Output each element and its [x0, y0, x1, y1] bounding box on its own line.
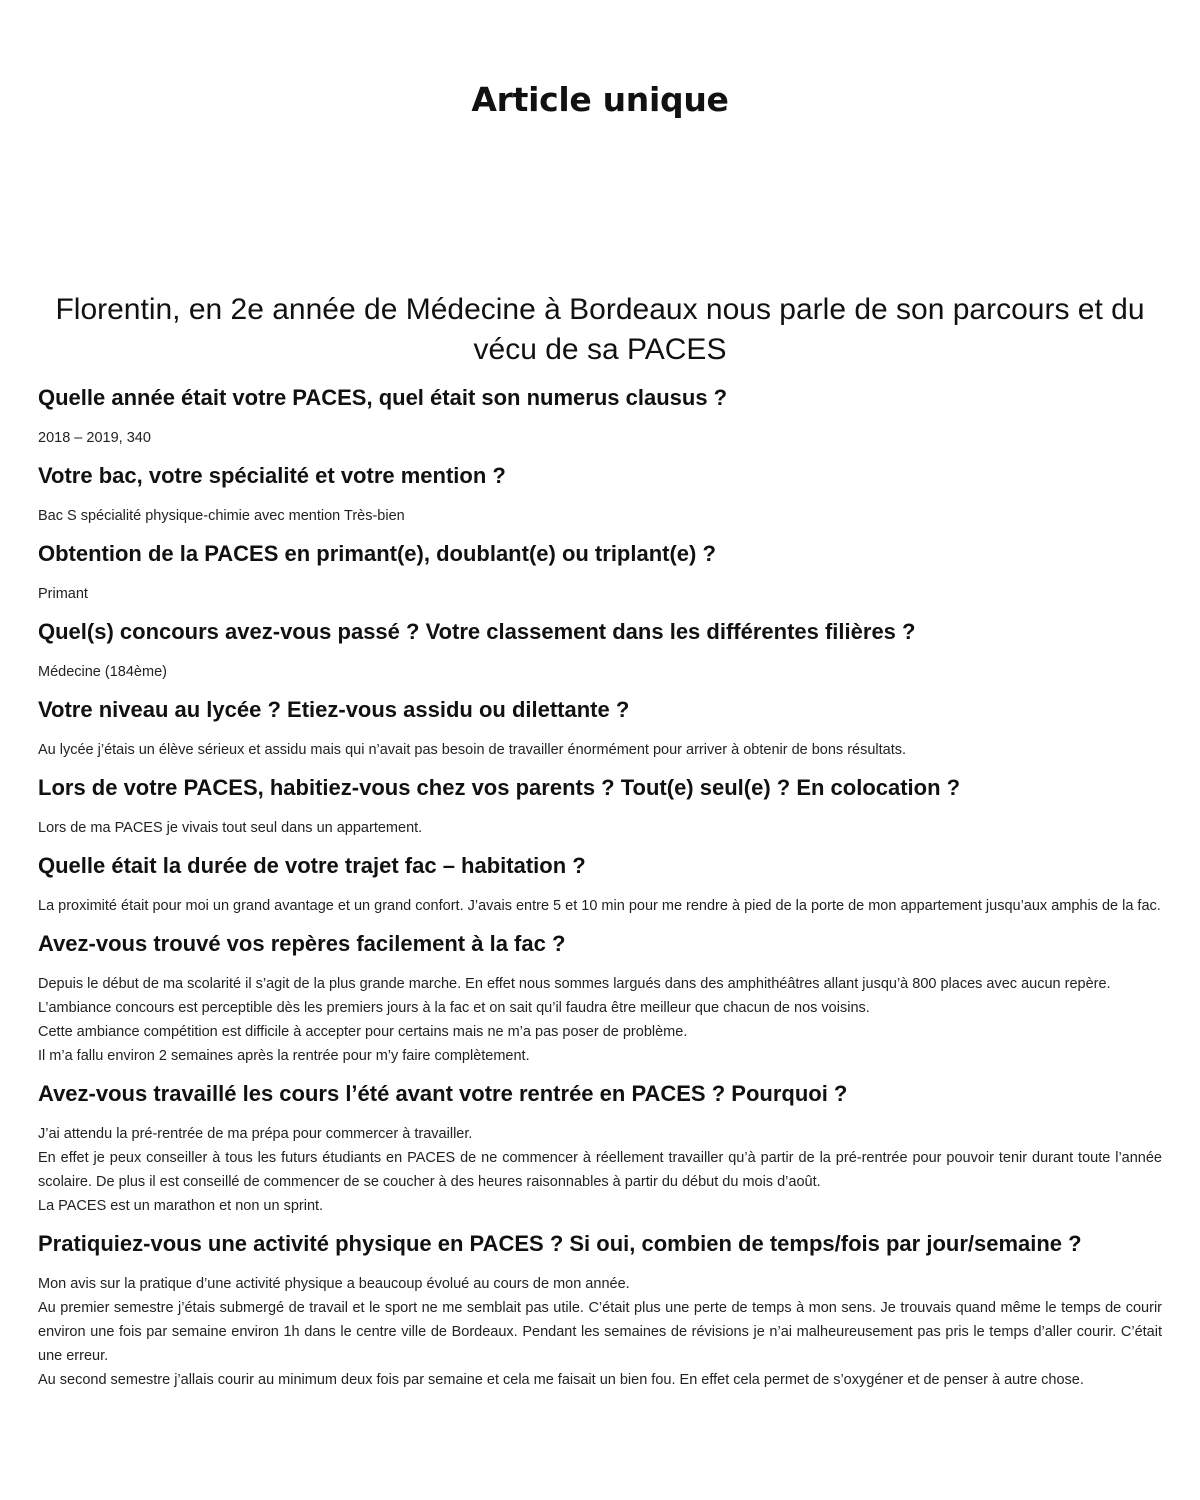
answer	[38, 894, 1162, 918]
qa-block	[38, 774, 1162, 840]
qa-block	[38, 1230, 1162, 1392]
question-heading: Obtention de la PACES en primant(e), doublant(e) ou triplant(e) ?	[38, 541, 716, 566]
answer-paragraph: Mon avis sur la pratique d’une activité physique a beaucoup évolué au cours de mon année.	[38, 1276, 630, 1292]
question-heading: Pratiquiez-vous une activité physique en PACES ? Si oui, combien de temps/fois par jour/semaine ?	[38, 1231, 1082, 1256]
answer-paragraph: La proximité était pour moi un grand avantage et un grand confort. J’avais entre 5 et 10 min pour me rendre à pied de la porte de mon appartement jusqu’aux amphis de la fac.	[38, 898, 1161, 914]
answer-paragraph: Bac S spécialité physique-chimie avec mention Très-bien	[38, 508, 405, 524]
answer	[38, 816, 1162, 840]
answer	[38, 426, 1162, 450]
answer-paragraph: 2018 – 2019, 340	[38, 430, 151, 446]
qa-block	[38, 852, 1162, 918]
question-heading: Votre bac, votre spécialité et votre mention ?	[38, 463, 506, 488]
answer-paragraph: L’ambiance concours est perceptible dès les premiers jours à la fac et on sait qu’il faudra être meilleur que chacun de nos voisins.	[38, 1000, 870, 1016]
answer	[38, 1122, 1162, 1218]
answer	[38, 660, 1162, 684]
question-heading: Quel(s) concours avez-vous passé ? Votre classement dans les différentes filières ?	[38, 619, 916, 644]
answer-paragraph: Primant	[38, 586, 88, 602]
qa-block	[38, 1080, 1162, 1218]
question-heading: Quelle était la durée de votre trajet fac – habitation ?	[38, 853, 586, 878]
qa-block	[38, 696, 1162, 762]
answer-paragraph: En effet je peux conseiller à tous les futurs étudiants en PACES de ne commencer à réellement travailler qu’à partir de la pré-rentrée pour pouvoir tenir durant toute l’année scolaire. De plus il est conseillé de commencer de se coucher à des heures raisonnables à partir du début du mois d’août.	[38, 1150, 1162, 1190]
answer-paragraph: Cette ambiance compétition est difficile à accepter pour certains mais ne m’a pas poser de problème.	[38, 1024, 688, 1040]
answer	[38, 504, 1162, 528]
answer	[38, 738, 1162, 762]
answer-paragraph: Au premier semestre j’étais submergé de travail et le sport ne me semblait pas utile. C’était plus une perte de temps à mon sens. Je trouvais quand même le temps de courir environ une fois par semaine environ 1h dans le centre ville de Bordeaux. Pendant les semaines de révisions je n’ai malheureusement pas pris le temps d’aller courir. C’était une erreur.	[38, 1300, 1162, 1364]
qa-block	[38, 384, 1162, 450]
answer	[38, 1272, 1162, 1392]
question-heading: Votre niveau au lycée ? Etiez-vous assidu ou dilettante ?	[38, 697, 630, 722]
answer	[38, 582, 1162, 606]
qa-block	[38, 462, 1162, 528]
question-heading: Quelle année était votre PACES, quel était son numerus clausus ?	[38, 385, 728, 410]
answer-paragraph: Il m’a fallu environ 2 semaines après la rentrée pour m’y faire complètement.	[38, 1048, 530, 1064]
article	[38, 290, 1162, 1404]
answer-paragraph: Au second semestre j’allais courir au minimum deux fois par semaine et cela me faisait un bien fou. En effet cela permet de s’oxygéner et de penser à autre chose.	[38, 1372, 1084, 1388]
answer-paragraph: Depuis le début de ma scolarité il s’agit de la plus grande marche. En effet nous sommes largués dans des amphithéâtres allant jusqu’à 800 places avec aucun repère.	[38, 976, 1111, 992]
qa-list	[38, 384, 1162, 1392]
answer	[38, 972, 1162, 1068]
question-heading: Lors de votre PACES, habitiez-vous chez vos parents ? Tout(e) seul(e) ? En colocation ?	[38, 775, 961, 800]
answer-paragraph: Au lycée j’étais un élève sérieux et assidu mais qui n’avait pas besoin de travailler énormément pour arriver à obtenir de bons résultats.	[38, 742, 907, 758]
answer-paragraph: La PACES est un marathon et non un sprint.	[38, 1198, 324, 1214]
question-heading: Avez-vous travaillé les cours l’été avant votre rentrée en PACES ? Pourquoi ?	[38, 1081, 848, 1106]
answer-paragraph: J’ai attendu la pré-rentrée de ma prépa pour commercer à travailler.	[38, 1126, 473, 1142]
question-heading: Avez-vous trouvé vos repères facilement à la fac ?	[38, 931, 566, 956]
article-title: Florentin, en 2e année de Médecine à Bordeaux nous parle de son parcours et du vécu de sa PACES	[55, 293, 1145, 366]
qa-block	[38, 540, 1162, 606]
answer-paragraph: Lors de ma PACES je vivais tout seul dans un appartement.	[38, 820, 423, 836]
qa-block	[38, 618, 1162, 684]
qa-block	[38, 930, 1162, 1068]
answer-paragraph: Médecine (184ème)	[38, 664, 167, 680]
site-title: Article unique	[471, 80, 729, 119]
